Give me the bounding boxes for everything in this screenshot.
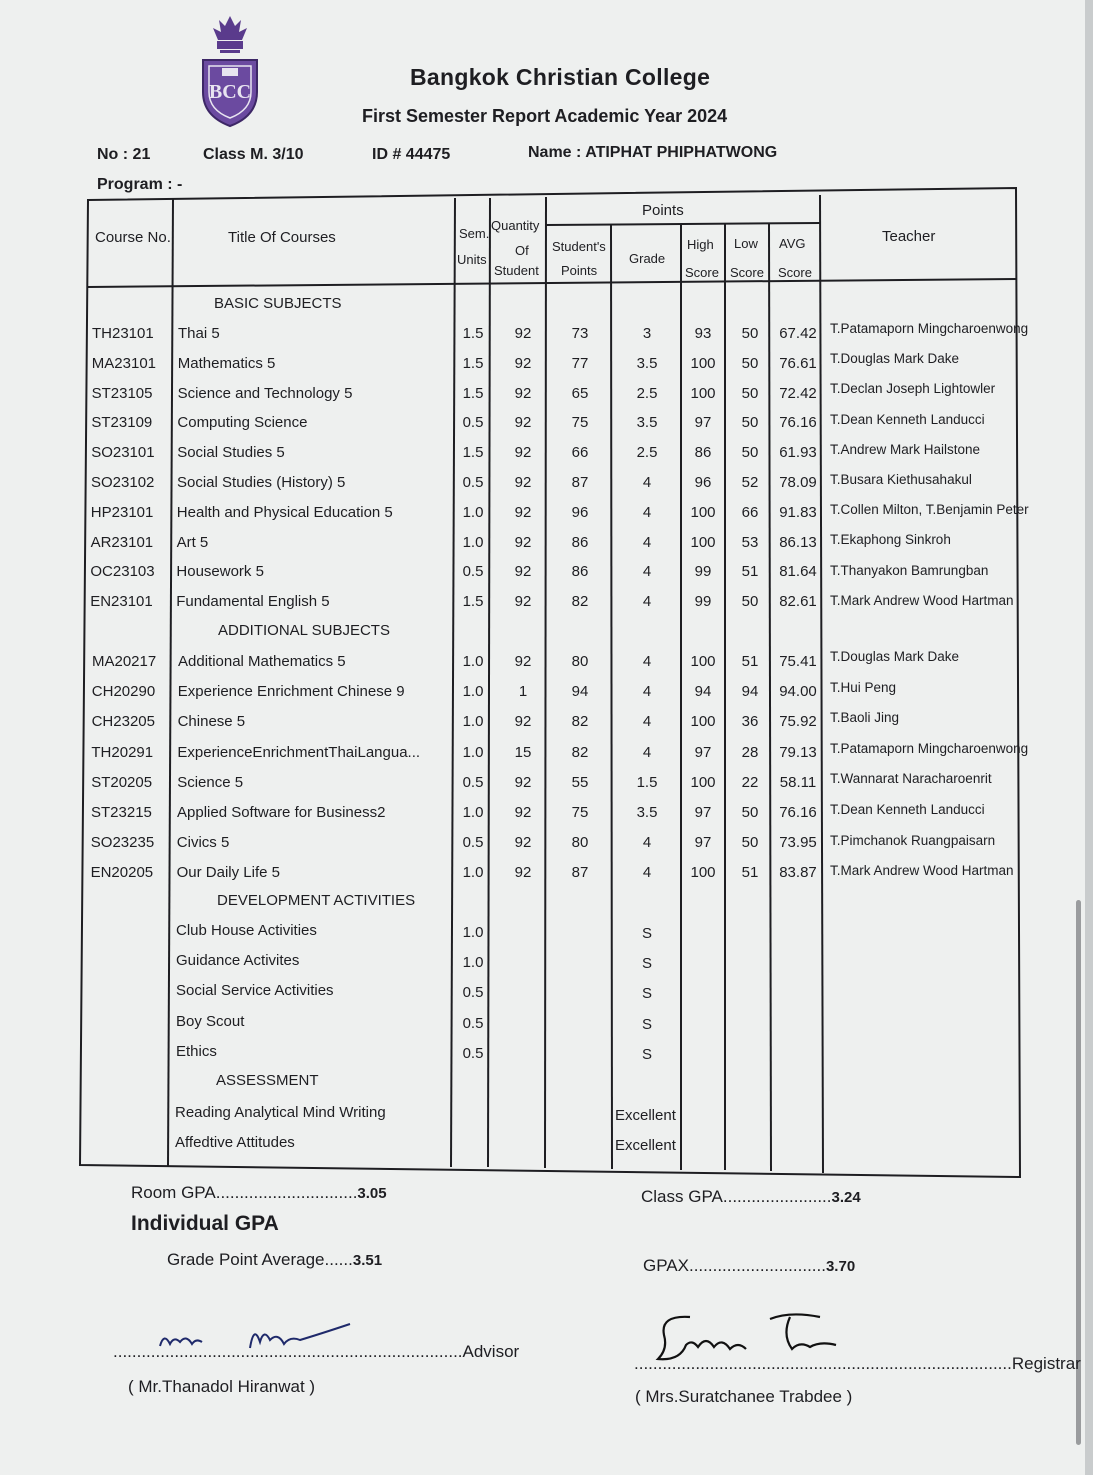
grade-point-average: Grade Point Average......3.51	[167, 1250, 383, 1269]
sem-units: 1.0	[462, 954, 484, 972]
quantity-of-student: 92	[514, 384, 532, 402]
low-score: 50	[741, 444, 759, 462]
advisor-line: ..........................................................................Advisor	[113, 1342, 520, 1361]
student-points: 65	[571, 384, 589, 402]
sem-units: 1.5	[462, 325, 484, 342]
grade: Excellent	[615, 1137, 676, 1154]
activity-title: Boy Scout	[176, 1012, 245, 1030]
avg-score: 79.13	[779, 743, 817, 761]
student-points: 82	[571, 743, 589, 761]
quantity-of-student: 92	[514, 773, 532, 791]
col-student-points: Student's	[552, 239, 606, 254]
student-no: No : 21	[97, 146, 151, 163]
col-student-points-2: Points	[561, 263, 598, 278]
avg-score: 86.13	[779, 533, 817, 551]
course-code: AR23101	[90, 533, 154, 551]
course-code: ST20205	[91, 773, 153, 791]
low-score: 50	[741, 414, 759, 432]
course-title: Chinese 5	[177, 713, 246, 731]
student-points: 86	[571, 533, 589, 551]
avg-score: 82.61	[779, 593, 817, 611]
student-points: 87	[571, 474, 589, 491]
quantity-of-student: 92	[514, 864, 532, 882]
grade: S	[641, 925, 652, 942]
sem-units: 0.5	[462, 1014, 484, 1032]
assessment-title: Affedtive Attitudes	[175, 1134, 295, 1151]
report-subtitle: First Semester Report Academic Year 2024	[362, 106, 728, 126]
teacher-name: T.Mark Andrew Wood Hartman	[830, 592, 1014, 608]
quantity-of-student: 92	[514, 503, 532, 521]
grade: 4	[642, 683, 652, 701]
low-score: 51	[741, 653, 759, 670]
grade: S	[641, 955, 652, 973]
course-code: EN23101	[90, 593, 153, 611]
school-name: Bangkok Christian College	[410, 64, 711, 90]
grade: 4	[642, 563, 652, 581]
course-title: Mathematics 5	[177, 354, 276, 372]
high-score: 86	[694, 444, 712, 462]
course-title: Additional Mathematics 5	[178, 653, 346, 670]
registrar-line: ................................................................................Registrar	[634, 1354, 1081, 1373]
low-score: 50	[741, 384, 759, 402]
course-title: Our Daily Life 5	[176, 864, 280, 882]
student-points: 80	[571, 653, 589, 670]
col-qty: Quantity	[491, 218, 540, 233]
avg-score: 73.95	[779, 834, 817, 852]
grade: 4	[642, 533, 652, 551]
high-score: 97	[694, 743, 712, 761]
course-code: SO23102	[91, 474, 155, 491]
sem-units: 1.0	[462, 743, 484, 761]
quantity-of-student: 92	[514, 533, 532, 551]
avg-score: 75.41	[779, 653, 817, 670]
assessment-title: Reading Analytical Mind Writing	[175, 1104, 386, 1121]
course-code: ST23109	[91, 414, 153, 432]
quantity-of-student: 92	[514, 593, 532, 611]
quantity-of-student: 15	[514, 743, 532, 761]
course-code: ST23215	[91, 804, 152, 821]
quantity-of-student: 92	[514, 563, 532, 581]
course-title: Computing Science	[177, 414, 308, 432]
high-score: 97	[694, 834, 712, 852]
grade: 4	[642, 834, 652, 852]
teacher-name: T.Patamaporn Mingcharoenwong	[830, 321, 1029, 336]
low-score: 50	[741, 354, 759, 372]
teacher-name: T.Douglas Mark Dake	[830, 649, 960, 664]
sem-units: 1.0	[462, 864, 484, 882]
student-points: 82	[571, 593, 589, 611]
student-points: 86	[571, 563, 589, 581]
course-title: Fundamental English 5	[176, 593, 330, 611]
high-score: 97	[694, 414, 712, 432]
avg-score: 76.16	[779, 804, 817, 821]
grade: 4	[642, 743, 652, 761]
grade: 4	[642, 474, 652, 491]
student-points: 75	[571, 414, 589, 432]
col-grade: Grade	[629, 251, 666, 266]
high-score: 96	[694, 474, 712, 491]
teacher-name: T.Baoli Jing	[830, 710, 900, 726]
student-points: 82	[571, 713, 589, 731]
high-score: 99	[694, 593, 712, 611]
course-title: Applied Software for Business2	[177, 804, 386, 821]
teacher-name: T.Wannarat Naracharoenrit	[830, 771, 992, 787]
sem-units: 1.0	[462, 533, 484, 551]
room-gpa: Room GPA..............................3.05	[131, 1183, 387, 1202]
teacher-name: T.Pimchanok Ruangpaisarn	[830, 832, 996, 848]
student-points: 55	[571, 773, 589, 791]
grade: 4	[642, 713, 652, 731]
program: Program : -	[97, 176, 183, 193]
sem-units: 1.0	[462, 804, 484, 821]
high-score: 100	[690, 533, 716, 551]
low-score: 51	[741, 864, 759, 882]
col-sem: Sem.	[459, 226, 490, 241]
student-name: Name : ATIPHAT PHIPHATWONG	[528, 144, 778, 161]
grade: 1.5	[636, 773, 658, 791]
low-score: 50	[741, 804, 759, 821]
low-score: 50	[741, 593, 759, 611]
avg-score: 75.92	[779, 713, 817, 731]
sem-units: 0.5	[462, 414, 484, 432]
teacher-name: T.Busara Kiethusahakul	[830, 472, 972, 487]
grade: 3.5	[636, 414, 658, 432]
grade: 4	[642, 653, 652, 670]
col-title: Title Of Courses	[228, 229, 336, 246]
grade: 2.5	[636, 384, 658, 402]
low-score: 22	[741, 773, 759, 791]
col-avg: AVG	[779, 236, 806, 251]
teacher-name: T.Hui Peng	[830, 679, 897, 695]
course-title: Social Studies 5	[177, 444, 285, 462]
low-score: 94	[741, 683, 759, 701]
sem-units: 0.5	[462, 984, 484, 1002]
quantity-of-student: 92	[514, 444, 532, 462]
avg-score: 91.83	[779, 503, 817, 521]
course-code: TH20291	[91, 743, 154, 761]
col-high: High	[687, 237, 714, 252]
teacher-name: T.Dean Kenneth Landucci	[830, 802, 985, 817]
course-title: Science and Technology 5	[177, 384, 353, 402]
course-code: ST23105	[91, 384, 153, 402]
grade: S	[641, 1045, 652, 1063]
high-score: 93	[694, 325, 712, 342]
class-gpa: Class GPA.......................3.24	[641, 1187, 861, 1206]
col-low: Low	[734, 236, 758, 251]
quantity-of-student: 92	[514, 804, 532, 821]
activity-title: Social Service Activities	[176, 982, 334, 1000]
low-score: 28	[741, 743, 759, 761]
teacher-name: T.Declan Joseph Lightowler	[830, 381, 996, 397]
quantity-of-student: 1	[518, 683, 528, 701]
course-code: SO23235	[90, 834, 155, 852]
low-score: 66	[741, 503, 759, 521]
col-points-group: Points	[642, 202, 684, 219]
teacher-name: T.Collen Milton, T.Benjamin Peter	[830, 502, 1029, 518]
crest-letters: BCC	[208, 81, 252, 103]
quantity-of-student: 92	[514, 354, 532, 372]
activity-title: Ethics	[176, 1042, 217, 1060]
grade: 4	[642, 503, 652, 521]
high-score: 100	[690, 384, 716, 402]
grade: 3.5	[636, 354, 658, 372]
high-score: 100	[690, 864, 716, 882]
sem-units: 0.5	[462, 474, 484, 491]
sem-units: 1.0	[462, 683, 484, 701]
course-code: SO23101	[91, 444, 155, 462]
course-code: MA23101	[91, 354, 157, 372]
col-qty-student: Student	[494, 263, 539, 278]
section-assessment: ASSESSMENT	[216, 1072, 319, 1089]
col-teacher: Teacher	[882, 228, 936, 245]
course-code: TH23101	[92, 325, 154, 342]
avg-score: 81.64	[779, 563, 817, 581]
avg-score: 61.93	[779, 444, 817, 462]
sem-units: 1.0	[462, 503, 484, 521]
col-high-score: Score	[685, 265, 719, 280]
section-additional: ADDITIONAL SUBJECTS	[218, 622, 390, 639]
low-score: 51	[741, 563, 759, 581]
quantity-of-student: 92	[514, 325, 532, 342]
course-title: Experience Enrichment Chinese 9	[177, 683, 405, 701]
course-code: OC23103	[90, 563, 155, 581]
activity-title: Guidance Activites	[176, 952, 300, 970]
student-points: 66	[571, 444, 589, 462]
avg-score: 67.42	[779, 325, 817, 342]
student-points: 87	[571, 864, 589, 882]
sem-units: 1.5	[462, 444, 484, 462]
high-score: 99	[694, 563, 712, 581]
low-score: 53	[741, 533, 759, 551]
avg-score: 83.87	[779, 864, 817, 882]
gpax: GPAX.............................3.70	[643, 1256, 856, 1275]
course-title: Social Studies (History) 5	[177, 474, 346, 491]
avg-score: 76.61	[779, 354, 817, 372]
course-code: HP23101	[90, 503, 154, 521]
student-id: ID # 44475	[372, 146, 451, 163]
student-points: 77	[571, 354, 589, 372]
course-title: Thai 5	[178, 325, 220, 342]
student-points: 73	[571, 325, 589, 342]
section-basic: BASIC SUBJECTS	[214, 295, 342, 312]
col-units: Units	[457, 252, 487, 267]
grade: S	[641, 985, 652, 1003]
low-score: 50	[741, 834, 759, 852]
sem-units: 1.5	[462, 384, 484, 402]
grade: 3	[642, 325, 652, 342]
sem-units: 1.0	[462, 924, 484, 941]
activity-title: Club House Activities	[176, 922, 317, 939]
high-score: 100	[690, 773, 716, 791]
high-score: 100	[690, 653, 716, 670]
teacher-name: T.Ekaphong Sinkroh	[830, 532, 951, 548]
student-points: 80	[571, 834, 589, 852]
grade: S	[641, 1015, 652, 1033]
registrar-name: ( Mrs.Suratchanee Trabdee )	[635, 1387, 853, 1406]
teacher-name: T.Patamaporn Mingcharoenwong	[830, 740, 1029, 756]
section-development: DEVELOPMENT ACTIVITIES	[217, 892, 416, 909]
sem-units: 0.5	[462, 563, 484, 581]
avg-score: 94.00	[779, 683, 817, 701]
student-points: 94	[571, 683, 589, 701]
high-score: 100	[690, 713, 716, 731]
course-title: Health and Physical Education 5	[176, 503, 393, 521]
sem-units: 0.5	[462, 773, 484, 791]
sem-units: 1.0	[462, 653, 484, 670]
course-code: CH23205	[91, 713, 155, 731]
teacher-name: T.Mark Andrew Wood Hartman	[830, 863, 1014, 879]
grade: 2.5	[636, 444, 658, 462]
teacher-name: T.Douglas Mark Dake	[830, 351, 960, 367]
quantity-of-student: 92	[514, 474, 532, 491]
teacher-name: T.Dean Kenneth Landucci	[830, 411, 985, 427]
high-score: 94	[694, 683, 712, 701]
quantity-of-student: 92	[514, 713, 532, 731]
teacher-name: T.Andrew Mark Hailstone	[830, 441, 981, 457]
quantity-of-student: 92	[514, 834, 532, 852]
avg-score: 78.09	[779, 474, 817, 491]
high-score: 97	[694, 804, 712, 821]
low-score: 50	[741, 325, 759, 342]
low-score: 52	[741, 474, 759, 491]
grade: 3.5	[636, 804, 658, 821]
sem-units: 1.5	[462, 354, 484, 372]
course-title: Housework 5	[176, 563, 264, 581]
grade: 4	[642, 864, 652, 882]
course-title: Science 5	[177, 773, 244, 791]
quantity-of-student: 92	[514, 653, 532, 670]
grade: 4	[642, 593, 652, 611]
col-qty-of: Of	[515, 243, 529, 258]
course-title: Civics 5	[176, 834, 230, 852]
avg-score: 58.11	[779, 773, 817, 791]
course-title: Art 5	[176, 533, 209, 551]
grade: Excellent	[615, 1107, 676, 1124]
course-code: CH20290	[91, 683, 156, 701]
avg-score: 72.42	[779, 384, 817, 402]
col-avg-score: Score	[778, 265, 812, 280]
course-title: ExperienceEnrichmentThaiLangua...	[177, 743, 421, 761]
high-score: 100	[690, 354, 716, 372]
high-score: 100	[690, 503, 716, 521]
course-code: MA20217	[92, 653, 157, 670]
sem-units: 0.5	[462, 834, 484, 852]
quantity-of-student: 92	[514, 414, 532, 432]
student-points: 96	[571, 503, 589, 521]
individual-gpa-heading: Individual GPA	[131, 1212, 279, 1235]
col-low-score: Score	[730, 265, 764, 280]
course-code: EN20205	[90, 864, 154, 882]
teacher-name: T.Thanyakon Bamrungban	[830, 562, 989, 578]
student-class: Class M. 3/10	[203, 146, 304, 163]
sem-units: 1.0	[462, 713, 484, 731]
low-score: 36	[741, 713, 759, 731]
advisor-name: ( Mr.Thanadol Hiranwat )	[128, 1377, 316, 1396]
col-course-no: Course No.	[95, 229, 171, 246]
student-points: 75	[571, 804, 589, 821]
sem-units: 0.5	[462, 1044, 484, 1062]
sem-units: 1.5	[462, 593, 484, 611]
avg-score: 76.16	[779, 414, 817, 432]
